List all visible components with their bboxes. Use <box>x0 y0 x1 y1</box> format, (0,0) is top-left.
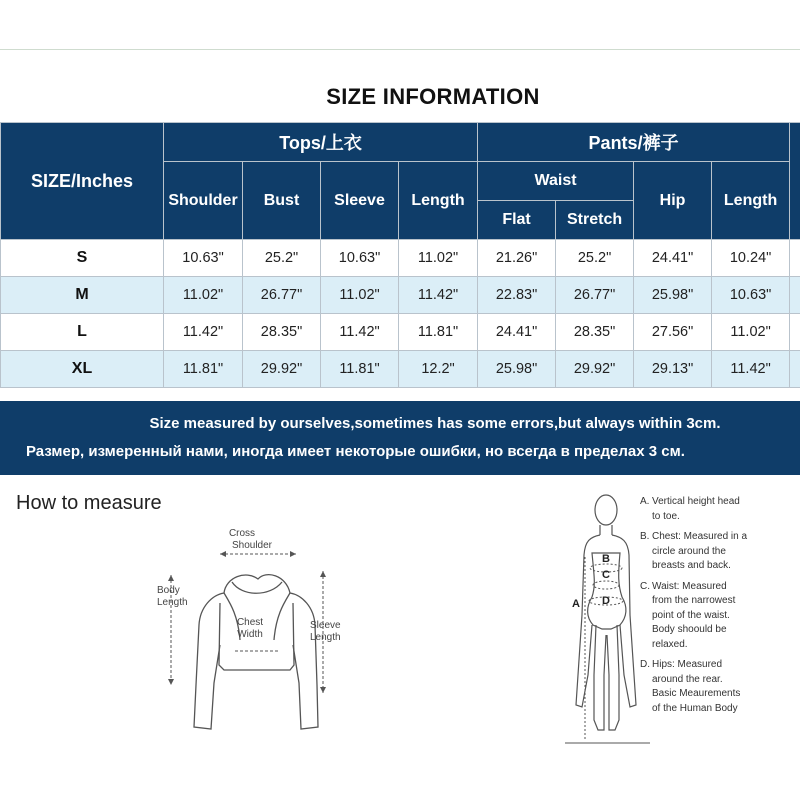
value-cell: 10.63" <box>321 240 399 277</box>
col-header-sleeve: Sleeve <box>321 162 399 240</box>
col-header-shoulder: Shoulder <box>164 162 243 240</box>
value-cell: 29.92" <box>243 351 321 388</box>
size-cell: L <box>1 314 164 351</box>
table-row <box>1 277 800 314</box>
legend-item-a: A. Vertical height head to toe. <box>640 496 740 522</box>
value-cell: 11.81" <box>321 351 399 388</box>
marker-d: D <box>602 595 610 607</box>
value-cell: 25.2" <box>556 240 634 277</box>
col-header-bust: Bust <box>243 162 321 240</box>
value-cell: 22.83" <box>478 277 556 314</box>
label-body-length: Length <box>157 597 188 608</box>
value-cell: 27.56" <box>634 314 712 351</box>
value-cell: 11.42" <box>321 314 399 351</box>
value-cell: 29.13" <box>634 351 712 388</box>
value-cell: 10.63" <box>712 277 790 314</box>
col-header-flat: Flat <box>478 201 556 240</box>
value-cell: 21.26" <box>478 240 556 277</box>
col-header-hip: Hip <box>634 162 712 240</box>
value-cell: 28.35" <box>556 314 634 351</box>
label-sleeve: Sleeve <box>310 620 341 631</box>
value-cell: 11.02" <box>712 314 790 351</box>
value-cell: 29.92" <box>556 351 634 388</box>
label-sleeve-length: Length <box>310 632 341 643</box>
note-russian: Размер, измеренный нами, иногда имеет некоторые ошибки, но всегда в пределах 3 см. <box>26 443 685 460</box>
value-cell: 28.35" <box>243 314 321 351</box>
value-cell: 11.81" <box>164 351 243 388</box>
note-english: Size measured by ourselves,sometimes has some errors,but always within 3cm. <box>149 415 721 432</box>
value-cell: 24.41" <box>478 314 556 351</box>
label-body: Body <box>157 585 180 596</box>
size-cell: M <box>1 277 164 314</box>
corner-header: SIZE/Inches <box>1 123 164 240</box>
value-cell: 26.77" <box>556 277 634 314</box>
label-cross: Cross <box>228 528 256 539</box>
measurement-note-banner <box>0 401 800 475</box>
value-cell: 25.98" <box>634 277 712 314</box>
garment-sketch <box>194 575 318 729</box>
legend-item-d: D. Hips: Measured around the rear. Basic Meaurements of the Human Body <box>640 659 741 714</box>
size-cell: S <box>1 240 164 277</box>
col-header-stretch: Stretch <box>556 201 634 240</box>
value-cell: 11.02" <box>321 277 399 314</box>
tops-group-header: Tops/上衣 <box>164 123 478 162</box>
value-cell: 11.42" <box>712 351 790 388</box>
page-title: SIZE INFORMATION <box>326 84 540 109</box>
marker-a: A <box>572 598 580 610</box>
col-header-pants-length: Length <box>712 162 790 240</box>
label-width: Width <box>237 629 263 640</box>
value-cell: 25.2" <box>243 240 321 277</box>
value-cell: 26.77" <box>243 277 321 314</box>
pants-group-header: Pants/裤子 <box>478 123 790 162</box>
value-cell: 11.02" <box>399 240 478 277</box>
marker-b: B <box>602 553 610 565</box>
table-row <box>1 240 800 277</box>
value-cell <box>790 314 800 351</box>
value-cell: 11.42" <box>399 277 478 314</box>
col-header-waist: Waist <box>478 162 634 201</box>
value-cell: 11.81" <box>399 314 478 351</box>
value-cell <box>790 351 800 388</box>
value-cell: 24.41" <box>634 240 712 277</box>
extra-column-header <box>790 123 800 240</box>
how-to-measure-heading: How to measure <box>16 492 162 514</box>
table-row <box>1 314 800 351</box>
measurement-legend <box>640 495 790 722</box>
table-row <box>1 351 800 388</box>
size-cell: XL <box>1 351 164 388</box>
value-cell: 11.02" <box>164 277 243 314</box>
value-cell: 12.2" <box>399 351 478 388</box>
legend-item-c: C. Waist: Measured from the narrowest point of the waist. Body shoould be relaxed. <box>640 580 736 650</box>
top-divider <box>0 49 800 50</box>
size-table <box>0 122 800 401</box>
value-cell: 10.24" <box>712 240 790 277</box>
col-header-tops-length: Length <box>399 162 478 240</box>
value-cell <box>790 240 800 277</box>
value-cell: 10.63" <box>164 240 243 277</box>
marker-c: C <box>602 569 610 581</box>
value-cell: 11.42" <box>164 314 243 351</box>
label-chest: Chest <box>236 617 264 628</box>
value-cell <box>790 277 800 314</box>
value-cell: 25.98" <box>478 351 556 388</box>
legend-item-b: B. Chest: Measured in a circle around the breasts and back. <box>640 531 748 571</box>
label-shoulder: Shoulder <box>231 540 273 551</box>
